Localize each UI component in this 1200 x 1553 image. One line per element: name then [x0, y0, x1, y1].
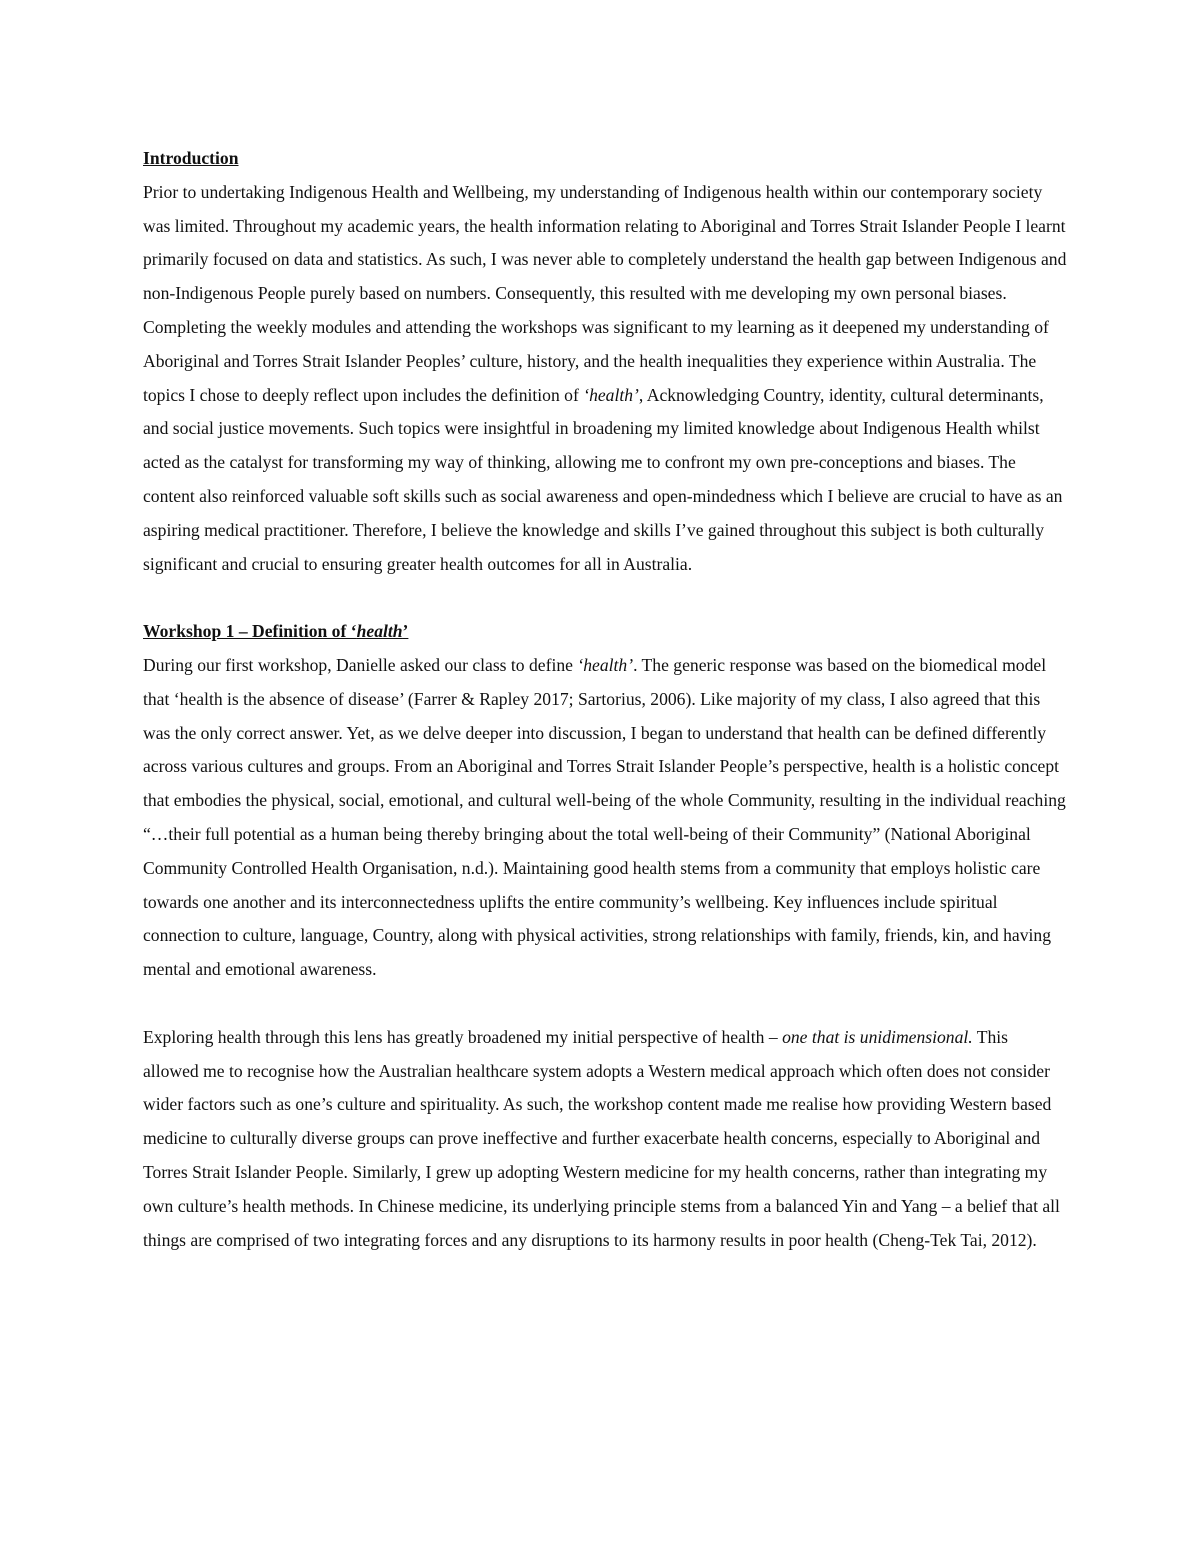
introduction-text-end: , Acknowledging Country, identity, cultural determinants, and social justice movements. Such topics were insightful in broadening my limited knowledge about Indigenous Health whilst acted as the catalyst for transforming my way of thinking, allowing me to confront my own pre-conceptions and biases. The content also reinforced valuable soft skills such as social awareness and open-mindedness which I believe are crucial to have as an aspiring medical practitioner. Therefore, I believe the knowledge and skills I’ve gained throughout this subject is both culturally significant and crucial to ensuring greater health outcomes for all in Australia. — [143, 384, 1063, 574]
section-heading-workshop-1 — [143, 615, 1068, 649]
introduction-text: Prior to undertaking Indigenous Health and Wellbeing, my understanding of Indigenous health within our contemporary society was limited. Throughout my academic years, the health information relating to Aboriginal and Torres Strait Islander People I learnt primarily focused on data and statistics. As such, I was never able to completely understand the health gap between Indigenous and non-Indigenous People purely based on numbers. Consequently, this resulted with me developing my own personal biases. Completing the weekly modules and attending the workshops was significant to my learning as it deepened my understanding of Aboriginal and Torres Strait Islander Peoples’ culture, history, and the health inequalities they experience within Australia. The topics I chose to deeply reflect upon includes the definition of — [143, 181, 1067, 405]
workshop-p1-text: During our first workshop, Danielle asked our class to define — [143, 654, 578, 675]
workshop-heading-prefix: Workshop 1 – Definition of ‘ — [143, 621, 357, 642]
workshop-paragraph-2 — [143, 1021, 1068, 1258]
workshop-p2-text: Exploring health through this lens has greatly broadened my initial perspective of health – — [143, 1026, 783, 1047]
workshop-p1-text-end: . The generic response was based on the biomedical model that ‘health is the absence of disease’ (Farrer & Rapley 2017; Sartorius, 2006). Like majority of my class, I also agreed that this was the only correct answer. Yet, as we delve deeper into discussion, I began to understand that health can be defined differently across various cultures and groups. From an Aboriginal and Torres Strait Islander People’s perspective, health is a holistic concept that embodies the physical, social, emotional, and cultural well-being of the whole Community, resulting in the individual reaching “…their full potential as a human being thereby bringing about the total well-being of their Community” (National Aboriginal Community Controlled Health Organisation, n.d.). Maintaining good health stems from a community that employs holistic care towards one another and its interconnectedness uplifts the entire community’s wellbeing. Key influences include spiritual connection to culture, language, Country, along with physical activities, strong relationships with family, friends, kin, and having mental and emotional awareness. — [143, 654, 1066, 980]
workshop-paragraph-1 — [143, 649, 1068, 987]
paragraph-gap — [143, 581, 1068, 615]
workshop-p2-italic: one that is unidimensional. — [782, 1026, 973, 1047]
document-page — [143, 142, 1068, 1257]
workshop-heading-suffix: ’ — [402, 621, 409, 642]
paragraph-gap — [143, 987, 1068, 1021]
section-heading-introduction: Introduction — [143, 148, 239, 168]
introduction-paragraph — [143, 176, 1068, 582]
workshop-heading-italic: health — [356, 621, 403, 642]
introduction-italic-health: ‘health’ — [583, 384, 639, 405]
workshop-p2-text-end: This allowed me to recognise how the Australian healthcare system adopts a Western medical approach which often does not consider wider factors such as one’s culture and spirituality. As such, the workshop content made me realise how providing Western based medicine to culturally diverse groups can prove ineffective and further exacerbate health concerns, especially to Aboriginal and Torres Strait Islander People. Similarly, I grew up adopting Western medicine for my health concerns, rather than integrating my own culture’s health methods. In Chinese medicine, its underlying principle stems from a balanced Yin and Yang – a belief that all things are comprised of two integrating forces and any disruptions to its harmony results in poor health (Cheng-Tek Tai, 2012). — [143, 1026, 1060, 1250]
workshop-p1-italic-health: ‘health’ — [577, 654, 634, 675]
